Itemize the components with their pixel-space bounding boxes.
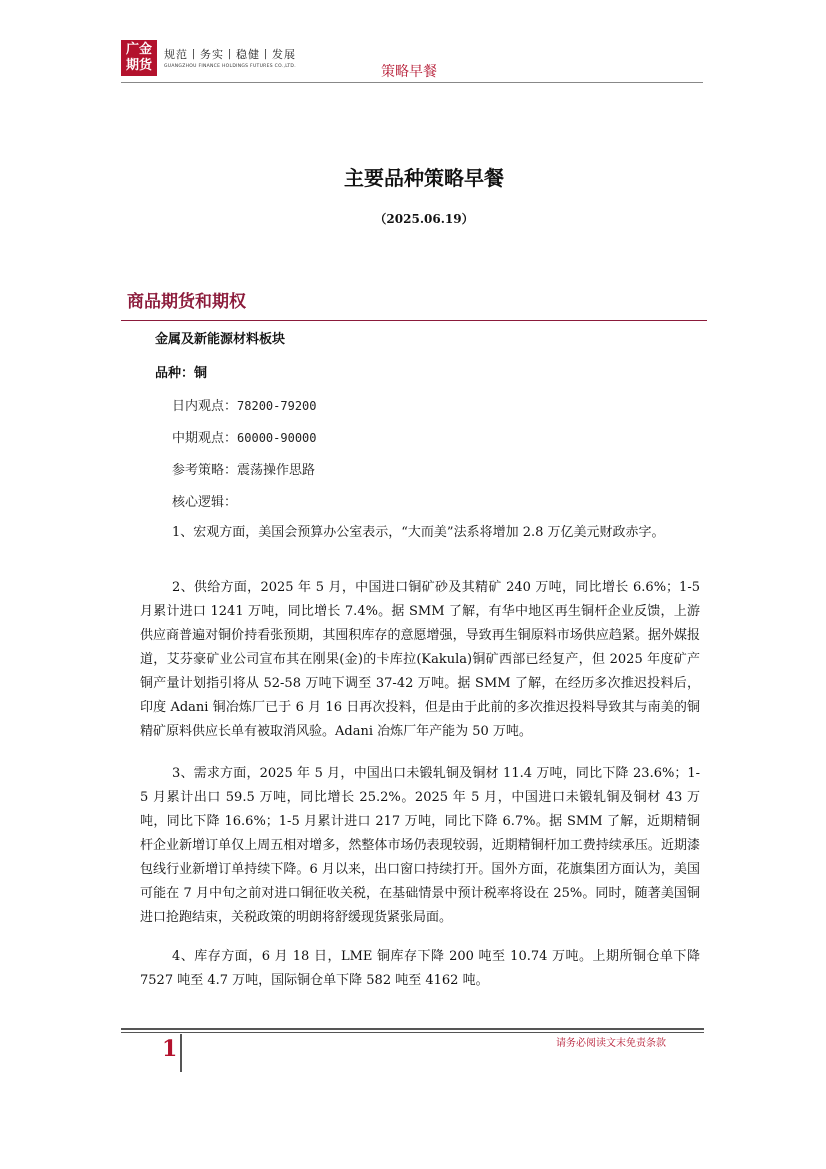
intraday-view bbox=[172, 395, 317, 414]
company-english-name: GUANGZHOU FINANCE HOLDINGS FUTURES CO.,LTD. bbox=[164, 64, 296, 69]
midterm-value: 60000-90000 bbox=[237, 431, 317, 445]
footer-divider-thin bbox=[121, 1032, 704, 1033]
disclaimer-note: 请务必阅读文末免责条款 bbox=[556, 1038, 666, 1049]
section-divider bbox=[121, 320, 707, 321]
header-divider bbox=[121, 82, 703, 83]
section-heading: 商品期货和期权 bbox=[127, 292, 246, 312]
midterm-view bbox=[172, 427, 317, 446]
core-logic-label: 核心逻辑： bbox=[172, 495, 238, 510]
reference-strategy bbox=[172, 459, 315, 478]
variety-heading: 品种：铜 bbox=[155, 366, 208, 381]
footer-divider bbox=[121, 1028, 704, 1030]
strategy-value: 震荡操作思路 bbox=[237, 463, 316, 478]
strategy-label: 参考策略： bbox=[172, 463, 238, 478]
document-title: 主要品种策略早餐 bbox=[344, 166, 504, 190]
paragraph-supply: 2、供给方面，2025 年 5 月，中国进口铜矿砂及其精矿 240 万吨，同比增长 6.6%；1-5 月累计进口 1241 万吨，同比增长 7.4%。据 SMM 了解，有华中地区再生铜杆企业反馈，上游供应商普遍对铜价持看张预期，其囤积库存的意愿增强，导致再生铜原料市场供应趋紧。据外媒报道，艾芬豪矿业公司宣布其在刚果(金)的卡库拉(Kakula)铜矿西部已经复产，但 2025 年度矿产铜产量计划指引将从 52-58 万吨下调至 37-42 万吨。据 SMM 了解，在经历多次推迟投料后，印度 Adani 铜冶炼厂已于 6 月 16 日再次投料，但是由于此前的多次推迟投料导致其与南美的铜精矿原料供应长单有被取消风验。Adani 冶炼厂年产能为 50 万吨。 bbox=[140, 580, 700, 739]
page-number: 1 bbox=[162, 1036, 178, 1062]
sector-heading: 金属及新能源材料板块 bbox=[155, 332, 286, 347]
report-name: 策略早餐 bbox=[381, 64, 437, 80]
document-date: （2025.06.19） bbox=[374, 212, 474, 226]
company-slogan: 规范丨务实丨稳健丨发展 bbox=[164, 48, 296, 61]
midterm-label: 中期观点： bbox=[172, 431, 238, 446]
footer-vertical-bar bbox=[180, 1034, 182, 1072]
company-logo bbox=[121, 40, 157, 76]
paragraph-demand: 3、需求方面，2025 年 5 月，中国出口未锻轧铜及铜材 11.4 万吨，同比下降 23.6%；1-5 月累计出口 59.5 万吨，同比增长 25.2%。2025 年 5 月，中国进口未锻轧铜及铜材 43 万吨，同比下降 16.6%；1-5 月累计进口 217 万吨，同比下降 6.7%。据 SMM 了解，近期精铜杆企业新增订单仅上周五相对增多，然整体市场仍表现较弱，近期精铜杆加工费持续承压。近期漆包线行业新增订单持续下降。6 月以来，出口窗口持续打开。国外方面，花旗集团方面认为，美国可能在 7 月中旬之前对进口铜征收关税，在基础情景中预计税率将设在 25%。同时，随著美国铜进口抢跑结束，关税政策的明朗将舒缓现货紧张局面。 bbox=[140, 766, 700, 925]
logo-text-top: 广金 bbox=[125, 42, 152, 57]
intraday-label: 日内观点： bbox=[172, 399, 238, 414]
intraday-value: 78200-79200 bbox=[237, 399, 317, 413]
paragraph-macro: 1、宏观方面，美国会预算办公室表示，“大而美”法系将增加 2.8 万亿美元财政赤字。 bbox=[172, 525, 665, 540]
logo-text-bottom: 期货 bbox=[125, 58, 152, 73]
paragraph-inventory: 4、库存方面，6 月 18 日，LME 铜库存下降 200 吨至 10.74 万吨。上期所铜仓单下降 7527 吨至 4.7 万吨，国际铜仓单下降 582 吨至 4162 吨。 bbox=[140, 949, 700, 988]
